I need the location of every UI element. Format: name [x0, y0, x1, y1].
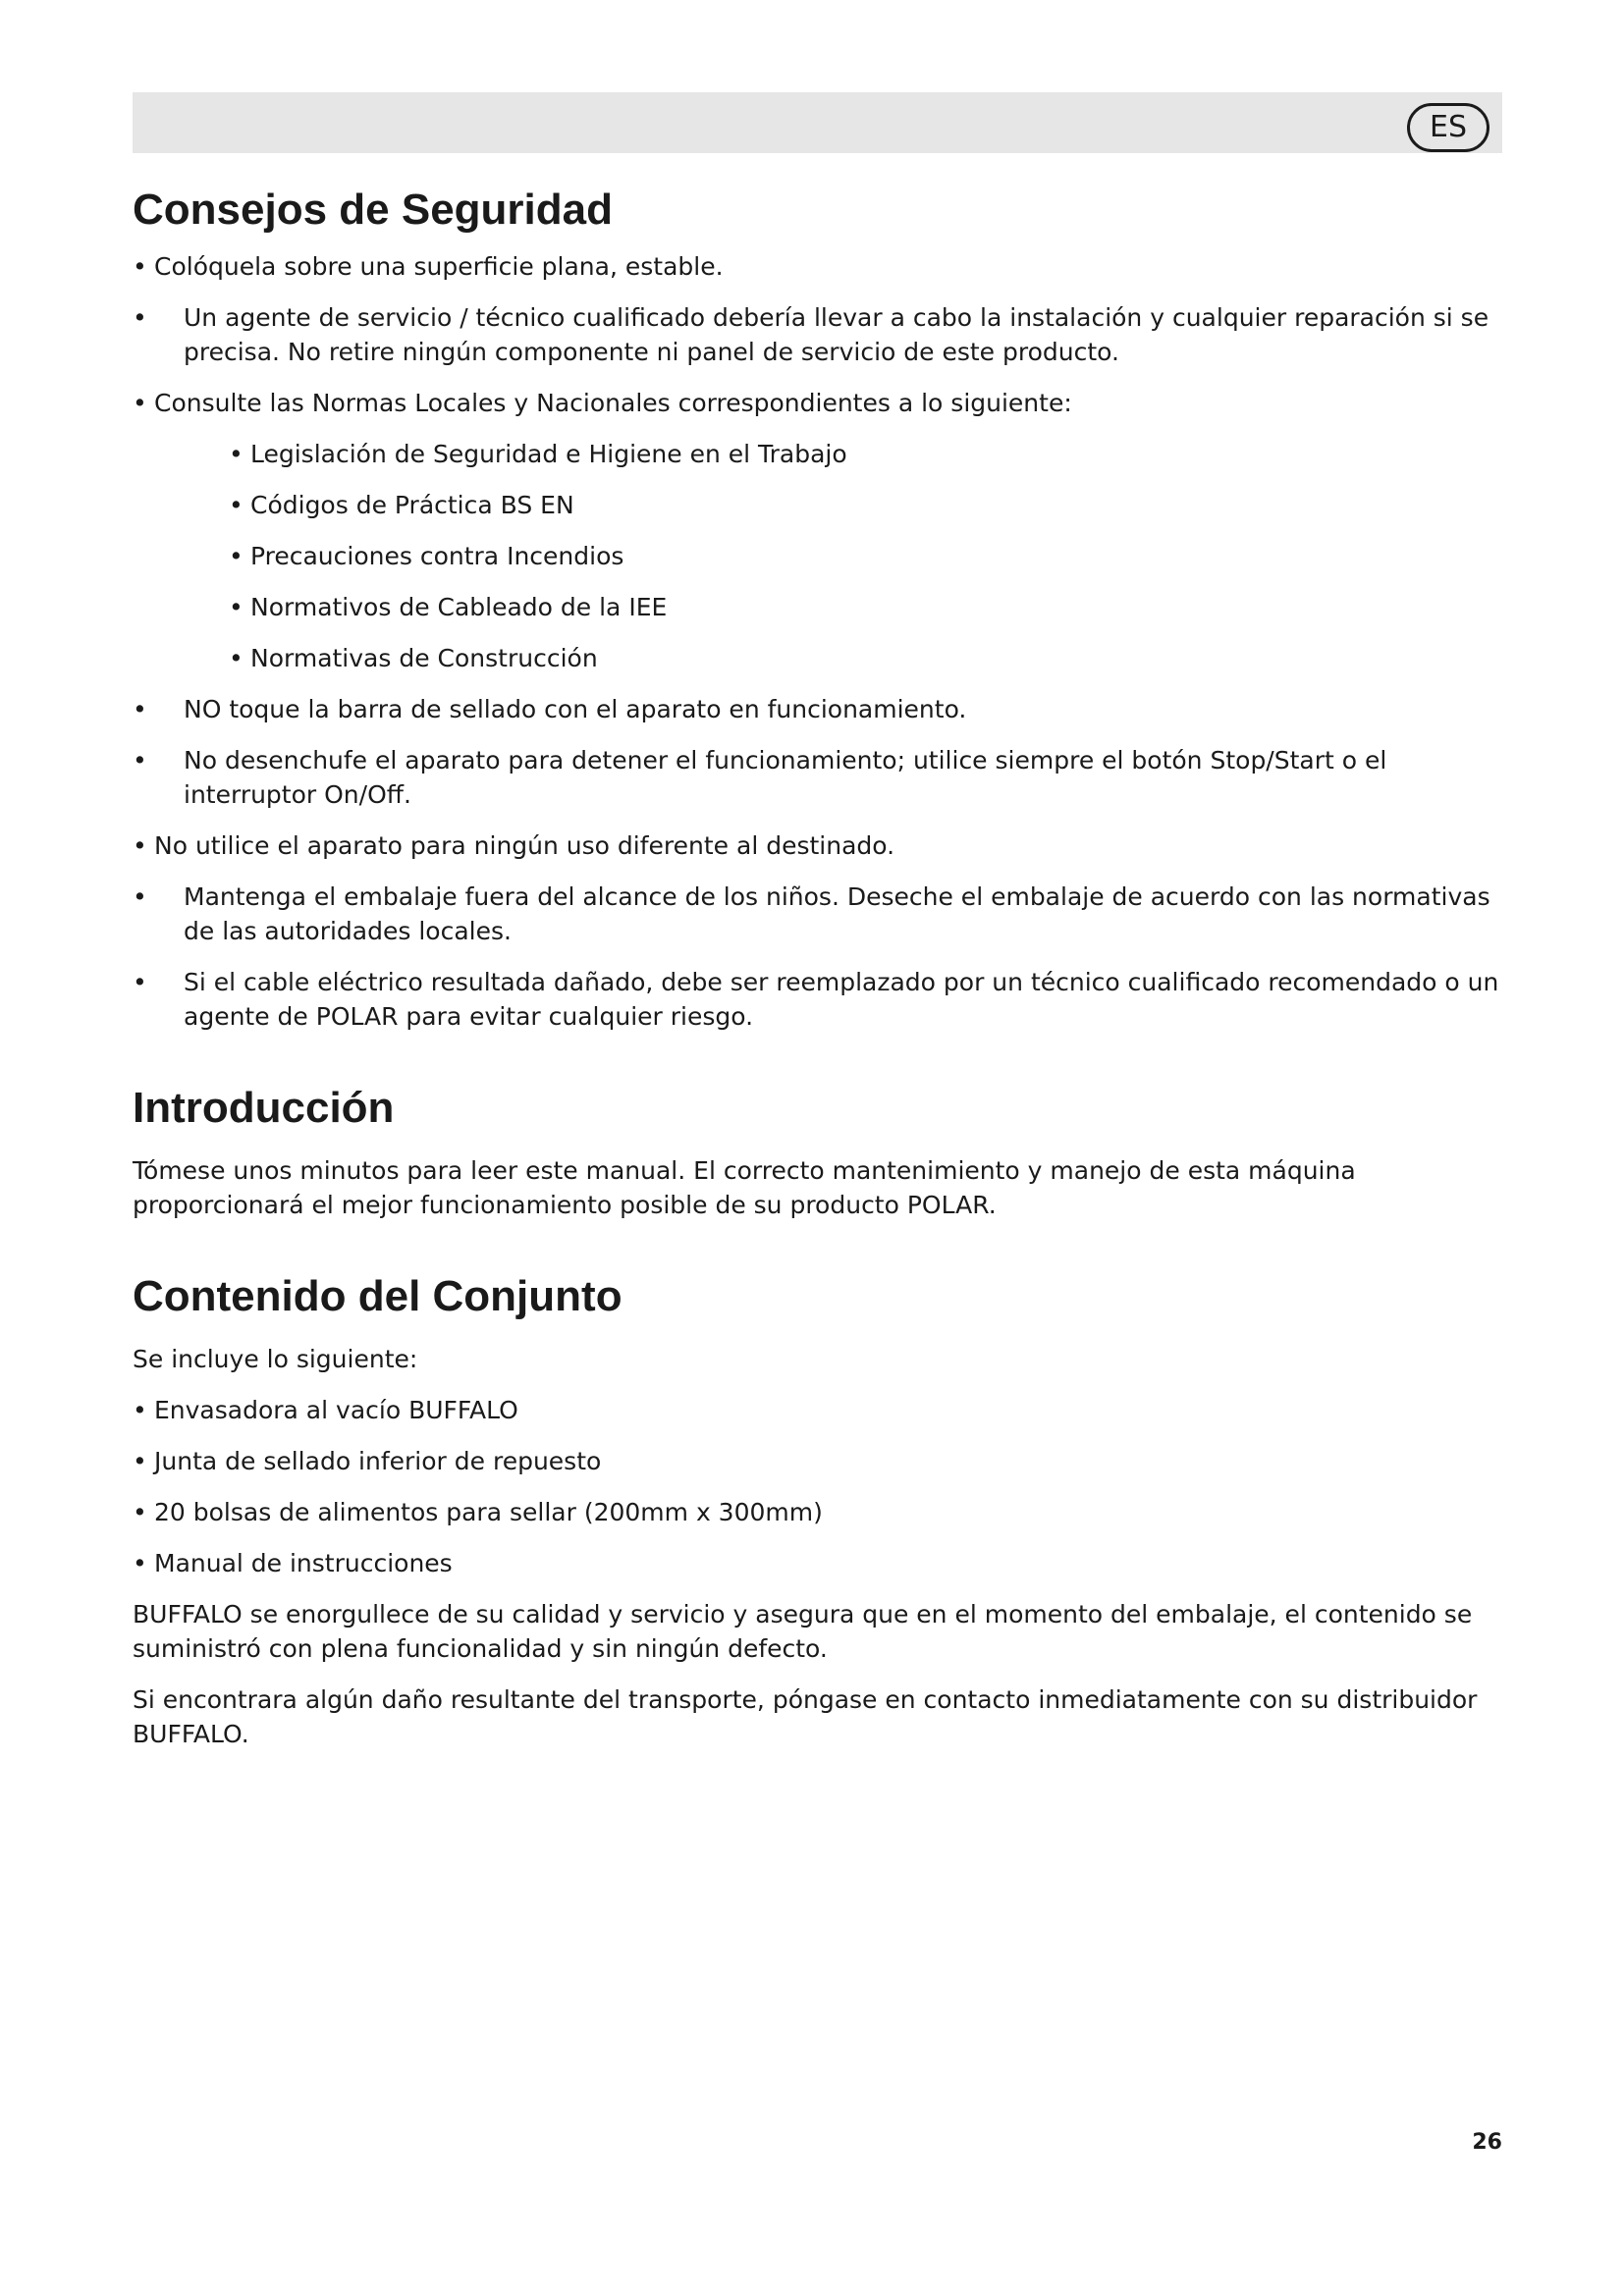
- contents-lead: Se incluye lo siguiente:: [133, 1345, 418, 1373]
- bullet-icon: •: [133, 968, 147, 996]
- sub-list-item-text: Precauciones contra Incendios: [250, 542, 624, 570]
- bullet-icon: •: [133, 831, 147, 860]
- safety-title: Consejos de Seguridad: [133, 186, 613, 234]
- list-item-text: No utilice el aparato para ningún uso diferente al destinado.: [154, 831, 895, 860]
- list-item: [133, 965, 1502, 1034]
- bullet-icon: •: [229, 644, 244, 672]
- list-item-text: Un agente de servicio / técnico cualificado debería llevar a cabo la instalación y cualquier reparación si se precisa. No retire ningún componente ni panel de servicio de este producto.: [184, 303, 1489, 366]
- intro-paragraph: Tómese unos minutos para leer este manual. El correcto mantenimiento y manejo de esta máquina proporcionará el mejor funcionamiento posible de su producto POLAR.: [133, 1156, 1356, 1219]
- list-item: [133, 880, 1502, 948]
- sub-list-item: [229, 641, 1502, 675]
- contents-title: Contenido del Conjunto: [133, 1272, 623, 1320]
- list-item: [133, 1546, 1502, 1580]
- bullet-icon: •: [133, 695, 147, 723]
- list-item-text: 20 bolsas de alimentos para sellar (200mm x 300mm): [154, 1498, 823, 1526]
- list-item: [133, 300, 1502, 369]
- bullet-icon: •: [229, 440, 244, 468]
- list-item-text: Manual de instrucciones: [154, 1549, 453, 1577]
- list-item: [133, 1495, 1502, 1529]
- language-badge: ES: [1407, 103, 1489, 152]
- bullet-icon: •: [229, 542, 244, 570]
- list-item: [133, 249, 1502, 284]
- bullet-icon: •: [133, 1396, 147, 1424]
- page-content: [133, 183, 1502, 1751]
- list-item: [133, 828, 1502, 863]
- contents-paragraph-damage: Si encontrara algún daño resultante del transporte, póngase en contacto inmediatamente con su distribuidor BUFFALO.: [133, 1685, 1478, 1748]
- sub-list-item-text: Códigos de Práctica BS EN: [250, 491, 574, 519]
- list-item-text: Colóquela sobre una superficie plana, estable.: [154, 252, 724, 281]
- bullet-icon: •: [133, 746, 147, 774]
- list-item: [133, 386, 1502, 420]
- sub-list-item: [229, 590, 1502, 624]
- bullet-icon: •: [133, 882, 147, 911]
- bullet-icon: •: [229, 491, 244, 519]
- list-item-text: Junta de sellado inferior de repuesto: [154, 1447, 602, 1475]
- bullet-icon: •: [229, 593, 244, 621]
- list-item-text: No desenchufe el aparato para detener el funcionamiento; utilice siempre el botón Stop/Start o el interruptor On/Off.: [184, 746, 1387, 809]
- list-item: [133, 1444, 1502, 1478]
- sub-list-item: [229, 539, 1502, 573]
- sub-list-item-text: Normativos de Cableado de la IEE: [250, 593, 668, 621]
- bullet-icon: •: [133, 1498, 147, 1526]
- list-item-text: Envasadora al vacío BUFFALO: [154, 1396, 518, 1424]
- list-item: [133, 743, 1502, 812]
- sub-list-item-text: Legislación de Seguridad e Higiene en el Trabajo: [250, 440, 847, 468]
- bullet-icon: •: [133, 1447, 147, 1475]
- bullet-icon: •: [133, 389, 147, 417]
- bullet-icon: •: [133, 252, 147, 281]
- list-item-text: Consulte las Normas Locales y Nacionales correspondientes a lo siguiente:: [154, 389, 1072, 417]
- bullet-icon: •: [133, 303, 147, 332]
- contents-paragraph-quality: BUFFALO se enorgullece de su calidad y servicio y asegura que en el momento del embalaje, el contenido se suministró con plena funcionalidad y sin ningún defecto.: [133, 1600, 1473, 1663]
- header-bar: [133, 92, 1502, 153]
- sub-list-item: [229, 488, 1502, 522]
- sub-list-item: [229, 437, 1502, 471]
- bullet-icon: •: [133, 1549, 147, 1577]
- list-item: [133, 1393, 1502, 1427]
- list-item-text: NO toque la barra de sellado con el aparato en funcionamiento.: [184, 695, 967, 723]
- list-item-text: Mantenga el embalaje fuera del alcance de los niños. Deseche el embalaje de acuerdo con las normativas de las autoridades locales.: [184, 882, 1490, 945]
- sub-list-item-text: Normativas de Construcción: [250, 644, 598, 672]
- list-item-text: Si el cable eléctrico resultada dañado, debe ser reemplazado por un técnico cualificado recomendado o un agente de POLAR para evitar cualquier riesgo.: [184, 968, 1499, 1031]
- list-item: [133, 692, 1502, 726]
- page-number: 26: [1472, 2130, 1502, 2155]
- intro-title: Introducción: [133, 1084, 395, 1132]
